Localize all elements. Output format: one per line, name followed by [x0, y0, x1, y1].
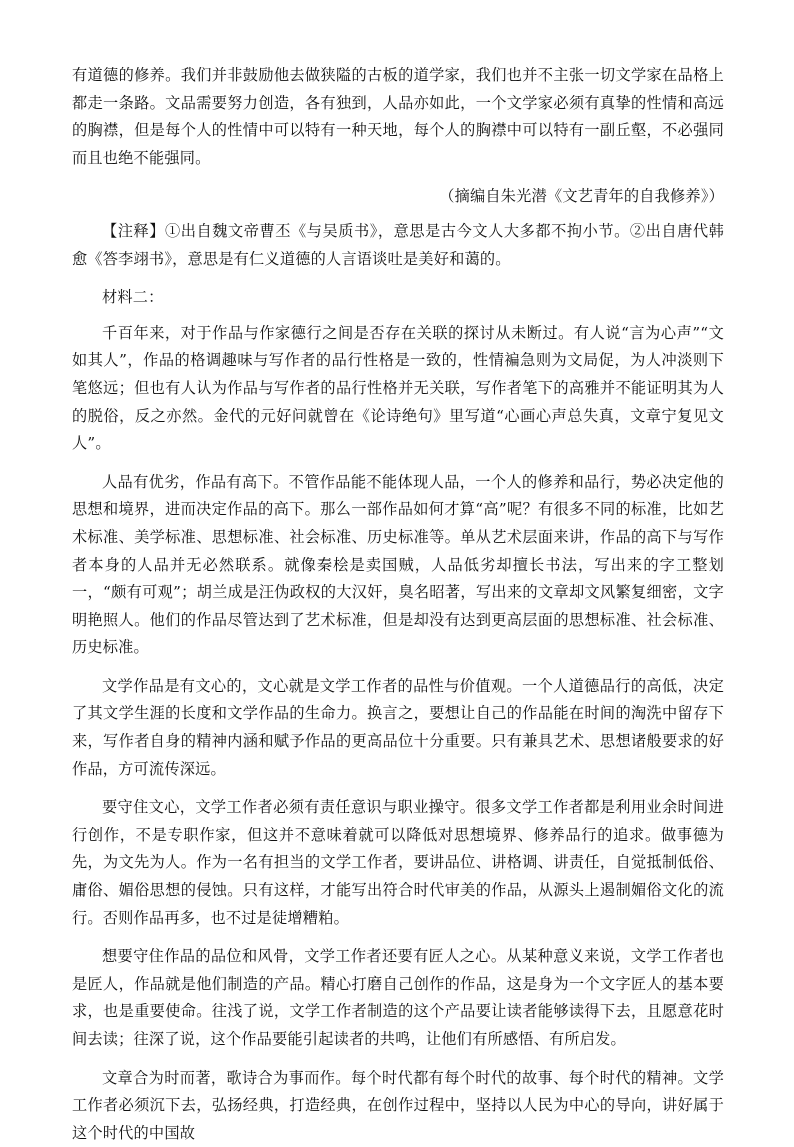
paragraph: 想要守住作品的品位和风骨，文学工作者还要有匠人之心。从某种意义来说，文学工作者也是匠人，作品就是他们制造的产品。精心打磨自己创作的作品，这是身为一个文字匠人的基本要求，也是重要使命。往浅了说，文学工作者制造的这个产品要让读者能够读得下去，且愿意花时间去读；往深了说，这个作品要能引起读者的共鸣，让他们有所感悟、有所启发。	[72, 947, 724, 1048]
annotation-note: 【注释】①出自魏文帝曹丕《与吴质书》，意思是古今文人大多都不拘小节。②出自唐代韩愈《答李翊书》，意思是有仁义道德的人言语谈吐是美好和蔼的。	[72, 221, 724, 268]
source-citation: （摘编自朱光潜《文艺青年的自我修养》）	[439, 187, 724, 206]
paragraph: 要守住文心，文学工作者必须有责任意识与职业操守。很多文学工作者都是利用业余时间进行创作，不是专职作家，但这并不意味着就可以降低对思想境界、修养品行的追求。做事德为先，为文先为人。作为一名有担当的文学工作者，要讲品位、讲格调、讲责任，自觉抵制低俗、庸俗、媚俗思想的侵蚀。只有这样，才能写出符合时代审美的作品，从源头上遏制媚俗文化的流行。否则作品再多，也不过是徒增糟粕。	[72, 798, 724, 927]
material-two-heading: 材料二：	[102, 288, 164, 307]
paragraph-continuation: 有道德的修养。我们并非鼓励他去做狭隘的古板的道学家，我们也并不主张一切文学家在品格上都走一条路。文品需要努力创造，各有独到，人品亦如此，一个文学家必须有真挚的性情和高远的胸襟，但是每个人的性情中可以特有一种天地，每个人的胸襟中可以特有一副丘壑，不必强同而且也绝不能强同。	[72, 66, 724, 167]
paragraph: 文学作品是有文心的，文心就是文学工作者的品性与价值观。一个人道德品行的高低，决定了其文学生涯的长度和文学作品的生命力。换言之，要想让自己的作品能在时间的淘洗中留存下来，写作者自身的精神内涵和赋予作品的更高品位十分重要。只有兼具艺术、思想诸般要求的好作品，方可流传深远。	[72, 676, 724, 778]
paragraph: 文章合为时而著，歌诗合为事而作。每个时代都有每个时代的故事、每个时代的精神。文学工作者必须沉下去，弘扬经典，打造经典，在创作过程中，坚持以人民为中心的导向，讲好属于这个时代的中国故	[72, 1068, 724, 1142]
paragraph: 人品有优劣，作品有高下。不管作品能不能体现人品，一个人的修养和品行，势必决定他的思想和境界，进而决定作品的高下。那么一部作品如何才算“高”呢？有很多不同的标准，比如艺术标准、美学标准、思想标准、社会标准、历史标准等。单从艺术层面来讲，作品的高下与写作者本身的人品并无必然联系。就像秦桧是卖国贼，人品低劣却擅长书法，写出来的字工整划一，“颇有可观”；胡兰成是汪伪政权的大汉奸，臭名昭著，写出来的文章却文风繁复细密，文字明艳照人。他们的作品尽管达到了艺术标准，但是却没有达到更高层面的思想标准、社会标准、历史标准。	[72, 472, 724, 657]
paragraph: 千百年来，对于作品与作家德行之间是否存在关联的探讨从未断过。有人说“言为心声”“文如其人”，作品的格调趣味与写作者的品行性格是一致的，性情褊急则为文局促，为人冲淡则下笔悠远；但也有人认为作品与写作者的品行性格并无关联，写作者笔下的高雅并不能证明其为人的脱俗，反之亦然。金代的元好问就曾在《论诗绝句》里写道“心画心声总失真，文章宁复见文人”。	[72, 323, 724, 453]
